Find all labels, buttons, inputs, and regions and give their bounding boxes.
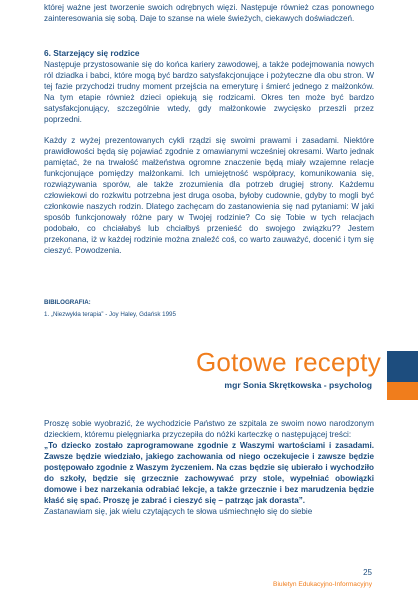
decorative-bar-blue (387, 351, 418, 382)
section-6-heading: 6. Starzejący się rodzice (44, 48, 140, 58)
article-closing: Zastanawiam się, jak wielu czytających te słowa uśmiechnęło się do siebie (44, 507, 313, 516)
top-paragraph-block (44, 2, 374, 24)
article-author: mgr Sonia Skrętkowska - psycholog (224, 380, 372, 390)
section-6 (44, 48, 374, 256)
publication-title: Biuletyn Edukacyjno-Informacyjny (273, 581, 372, 588)
section-6-paragraph-2: Każdy z wyżej prezentowanych cykli rządzi się swoimi prawami i zasadami. Niektóre prawidłowości będą się pojawiać zgodnie z omawianymi wcześniej okresami. Warto jednak pamiętać, że na trwałość małżeństwa ogromne znaczenie będą miały wzajemne relacje funkcjonujące pomiędzy małżonkami. Ich umiejętność współpracy, komunikowania się, rozwiązywania sporów, ale także zrozumienia dla potrzeb drugiej strony. Każdemu człowiekowi do rozkwitu potrzebna jest druga osoba, byłoby cudownie, gdyby to mogli być członkowie naszych rodzin. Dlatego zachęcam do zastanowienia się nad pytaniami: W jaki sposób funkcjonowały różne pary w Twojej rodzinie? Co się Tobie w tych relacjach podobało, co chciałabyś lub chciałbyś przenieść do swojego związku?? Jestem przekonana, iż w każdej rodzinie można znaleźć coś, co warto zauważyć, docenić i tym się cieszyć. Powodzenia. (44, 136, 374, 255)
article-title: Gotowe recepty (196, 347, 381, 377)
decorative-bar-orange (387, 382, 418, 400)
section-6-paragraph-1: Następuje przystosowanie się do końca kariery zawodowej, a także podejmowania nowych ról dziadka i babci, które mogą być bardzo satysfakcjonujące i pożyteczne dla obu stron. W tej fazie przychodzi trudny moment przejścia na emeryturę i śmierć jednego z małżonków. Na tym etapie również dzieci opiekują się rodzicami. Okres ten może być bardzo satysfakcjonujący, szczególnie wtedy, gdy małżonkowie zwycięsko przeszli przez poprzedni. (44, 60, 374, 124)
article-quote: „To dziecko zostało zaprogramowane zgodnie z Waszymi wartościami i zasadami. Zawsze będzie wiedziało, jakiego zachowania od niego oczekujecie i zawsze będzie postępowało zgodnie z Waszym życzeniem. Na czas będzie się ubierało i wychodziło do szkoły, będzie się grzecznie zachowywać przy stole, wypełniać obowiązki domowe i bez narzekania odrabiać lekcje, a także grzecznie i bez marudzenia będzie kłaść się spać. Proszę je zabrać i cieszyć się – patrząc jak dorasta”. (44, 441, 374, 505)
page-number: 25 (363, 568, 372, 577)
bibliography (44, 298, 374, 319)
article-intro: Proszę sobie wyobrazić, że wychodzicie Państwo ze szpitala ze swoim nowo narodzonym dzieckiem, któremu pielęgniarka przyczepiła do nóżki karteczkę o następującej treści: (44, 419, 374, 439)
top-paragraph: której ważne jest tworzenie swoich odrębnych więzi. Następuje również czas ponownego zainteresowania się sobą. Daje to szanse na wiele świeżych, ciekawych doświadczeń. (44, 3, 374, 23)
bibliography-item: 1. „Niezwykła terapia” - Joy Haley, Gdańsk 1995 (44, 311, 176, 318)
bibliography-title: BIBILOGRAFIA: (44, 299, 91, 306)
article-body (44, 418, 374, 517)
